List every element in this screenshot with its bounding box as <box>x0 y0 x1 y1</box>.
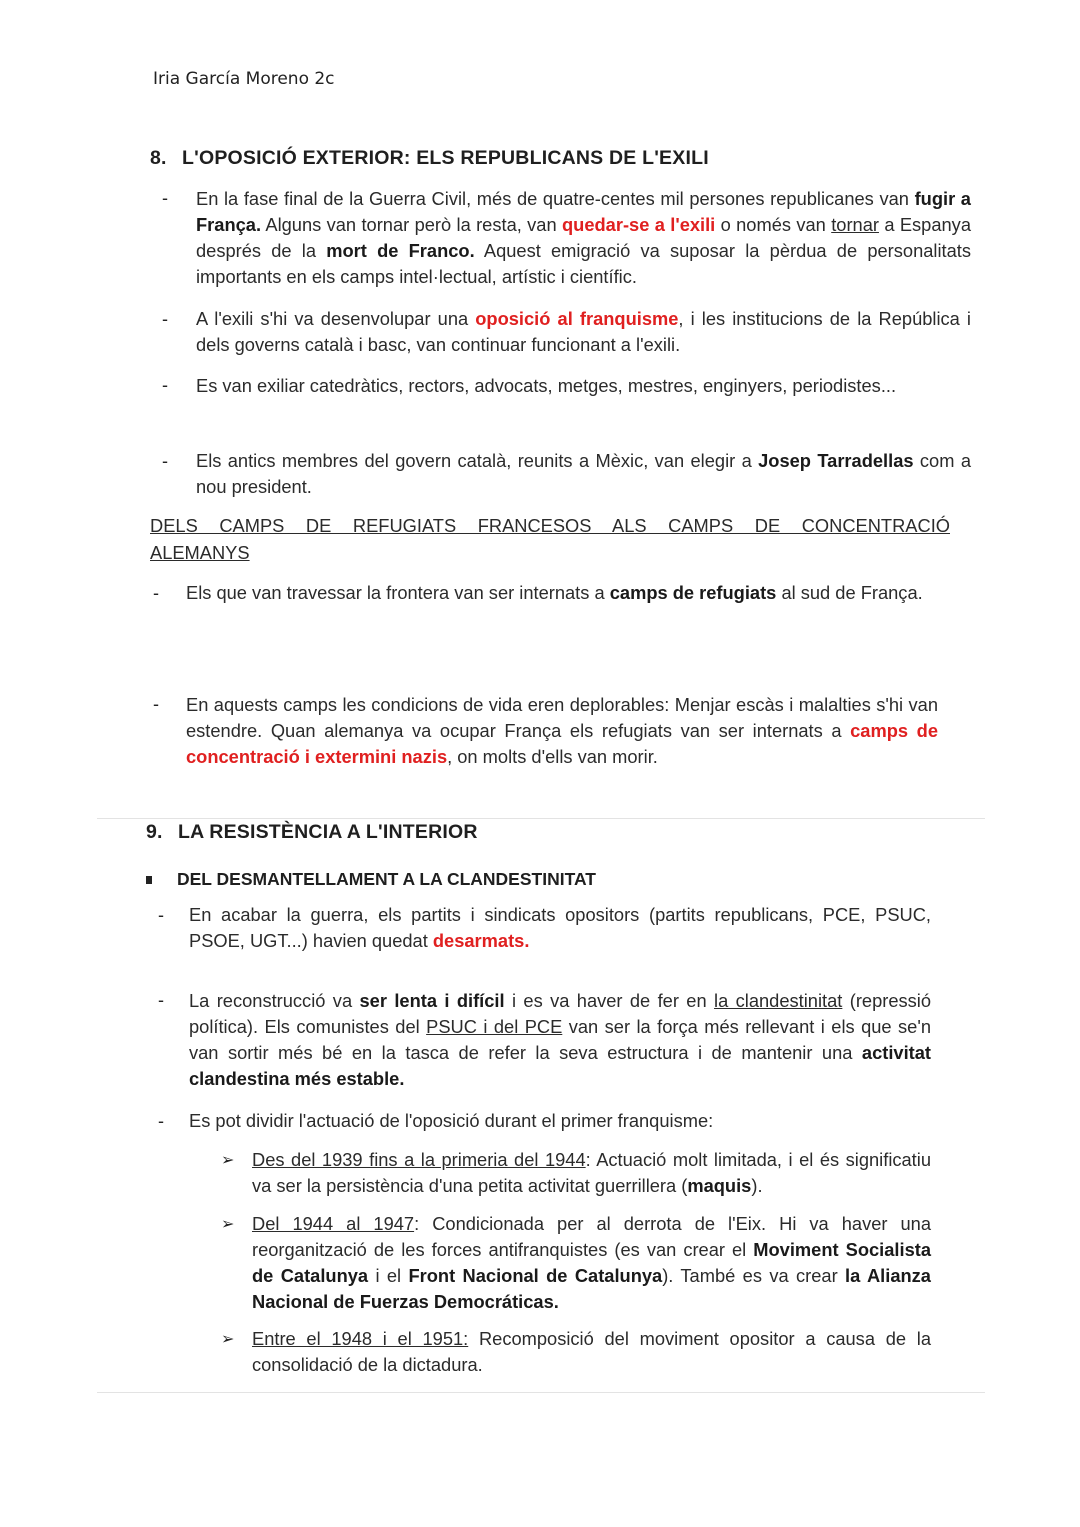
paragraph-concentration-camps: En aquests camps les condicions de vida eren deplorables: Menjar escàs i malalties s'hi van estendre. Quan alemanya va ocupar França els refugiats van ser internats a camps de concentració i extermini nazis, on molts d'ells van morir. <box>186 694 938 767</box>
period-1939-1944: Des del 1939 fins a la primeria del 1944: Actuació molt limitada, i el és significatiu va ser la persistència d'una petita activitat guerrillera (maquis). <box>252 1149 931 1196</box>
bullet-dash: - <box>153 694 159 714</box>
arrow-bullet-icon: ➢ <box>221 1216 235 1233</box>
section-9-heading <box>146 821 478 844</box>
paragraph-disarmed: En acabar la guerra, els partits i sindicats opositors (partits republicans, PCE, PSUC, PSOE, UGT...) havien quedat desarmats. <box>189 904 931 951</box>
square-bullet-icon <box>146 876 152 884</box>
bullet-dash: - <box>162 451 168 471</box>
paragraph-tarradellas: Els antics membres del govern català, reunits a Mèxic, van elegir a Josep Tarradellas com a nou president. <box>196 450 971 497</box>
arrow-bullet-icon: ➢ <box>221 1152 235 1169</box>
bullet-dash: - <box>158 905 164 925</box>
camps-subheading: DELS CAMPS DE REFUGIATS FRANCESOS ALS CAMPS DE CONCENTRACIÓ ALEMANYS <box>150 515 950 563</box>
section-8-number: 8. <box>150 147 167 169</box>
paragraph-periods-intro: Es pot dividir l'actuació de l'oposició durant el primer franquisme: <box>189 1110 714 1131</box>
paragraph-refugee-camps: Els que van travessar la frontera van ser internats a camps de refugiats al sud de França. <box>186 582 923 603</box>
arrow-bullet-icon: ➢ <box>221 1331 235 1348</box>
author-name: Iria García Moreno 2c <box>153 69 335 89</box>
divider <box>97 1392 985 1393</box>
paragraph-exile-opposition: A l'exili s'hi va desenvolupar una oposició al franquisme, i les institucions de la República i dels governs català i basc, van continuar funcionant a l'exili. <box>196 308 971 355</box>
paragraph-reconstruction: La reconstrucció va ser lenta i difícil i es va haver de fer en la clandestinitat (repressió política). Els comunistes del PSUC i del PCE van ser la força més rellevant i els que se'n van sortir més bé en la tasca de refer la seva estructura i de mantenir una activitat clandestina més estable. <box>189 990 932 1089</box>
section-9-number: 9. <box>146 821 163 843</box>
bullet-dash: - <box>158 1111 164 1131</box>
bullet-dash: - <box>162 375 168 395</box>
section-8-heading <box>150 147 709 170</box>
section-8-title: L'OPOSICIÓ EXTERIOR: ELS REPUBLICANS DE L'EXILI <box>182 147 709 169</box>
divider <box>97 818 985 819</box>
bullet-dash: - <box>162 188 168 208</box>
paragraph-exiled-professions: Es van exiliar catedràtics, rectors, advocats, metges, mestres, enginyers, periodistes... <box>196 375 897 396</box>
period-1944-1947: Del 1944 al 1947: Condicionada per al derrota de l'Eix. Hi va haver una reorganització de les forces antifranquistes (es van crear el Moviment Socialista de Catalunya i el Front Nacional de Catalunya). També es va crear la Alianza Nacional de Fuerzas Democráticas. <box>252 1213 931 1312</box>
section-9-subheading: DEL DESMANTELLAMENT A LA CLANDESTINITAT <box>177 869 597 889</box>
paragraph-exile-flight: En la fase final de la Guerra Civil, més de quatre-centes mil persones republicanes van fugir a França. Alguns van tornar però la resta, van quedar-se a l'exili o només van tornar a Espanya després de la mort de Franco. Aquest emigració va suposar la pèrdua de personalitats importants en els camps intel·lectual, artístic i científic. <box>196 188 972 287</box>
bullet-dash: - <box>162 309 168 329</box>
bullet-dash: - <box>153 583 159 603</box>
section-9-title: LA RESISTÈNCIA A L'INTERIOR <box>178 821 478 843</box>
period-1948-1951: Entre el 1948 i el 1951: Recomposició del moviment opositor a causa de la consolidació de la dictadura. <box>252 1328 931 1375</box>
bullet-dash: - <box>158 990 164 1010</box>
